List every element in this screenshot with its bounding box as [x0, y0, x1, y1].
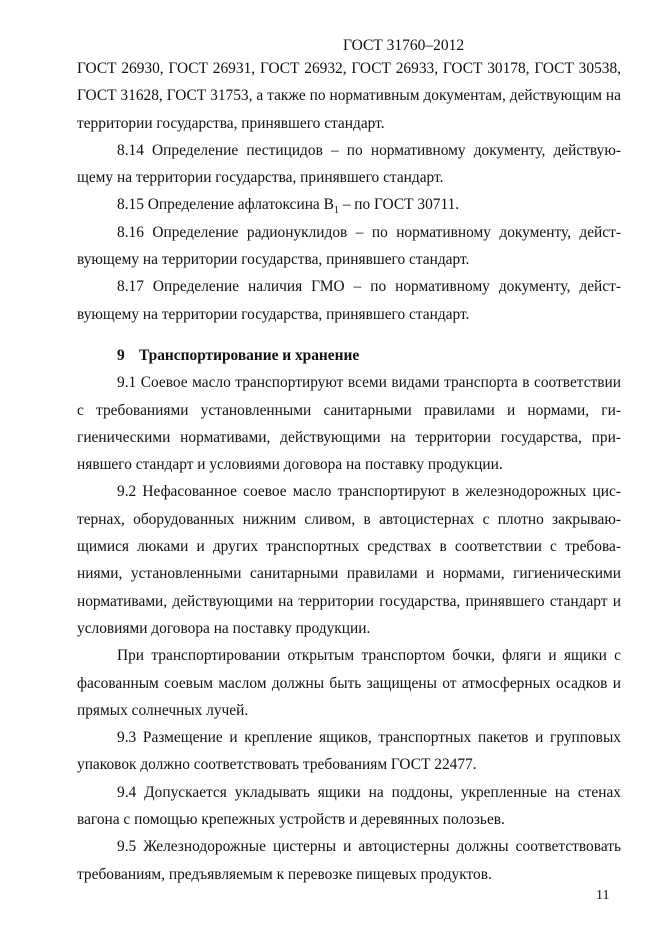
- paragraph-9-1: 9.1 Соевое масло транспортируют всеми видами транспорта в соответствии с требованиями установленными санитарными правилами и нормами, гигиеническими нормативами, действующими на территории государства, принявшего стандарт и условиями договора на поставку продукции.: [77, 374, 621, 474]
- paragraph-8-17: 8.17 Определение наличия ГМО – по нормативному документу, действующему на территории государства, принявшего стандарт.: [77, 278, 621, 323]
- paragraph-8-15-ref: – по ГОСТ 30711.: [338, 196, 460, 214]
- paragraph-continuation: ГОСТ 26930, ГОСТ 26931, ГОСТ 26932, ГОСТ 26933, ГОСТ 30178, ГОСТ 30538, ГОСТ 31628, ГОСТ 31753, а также по нормативным документам, действующим на территории государства, принявшего стандарт.: [77, 60, 621, 132]
- document-code: ГОСТ 31760–2012: [343, 37, 465, 54]
- paragraph-9-4: 9.4 Допускается укладывать ящики на поддоны, укрепленные на стенах вагона с помощью крепежных устройств и деревянных полозьев.: [77, 783, 621, 829]
- document-body: [77, 55, 621, 888]
- section-9-number: 9: [117, 346, 125, 364]
- section-9-title: Транспортирование и хранение: [139, 346, 360, 364]
- paragraph-transport: При транспортировании открытым транспортом бочки, фляги и ящики с фасованным соевым маслом должны быть защищены от атмосферных осадков и прямых солнечных лучей.: [77, 647, 621, 719]
- paragraph-8-15-text: 8.15 Определение афлатоксина В: [117, 196, 334, 214]
- page-header: [0, 36, 661, 56]
- page-number: 11: [596, 888, 610, 903]
- section-9-heading: [77, 342, 621, 369]
- paragraph-8-15: [77, 191, 621, 218]
- subscript-1: 1: [333, 205, 339, 217]
- paragraph-9-5: 9.5 Железнодорожные цистерны и автоцистерны должны соответствовать требованиям, предъявляемым к перевозке пищевых продуктов.: [77, 838, 621, 883]
- paragraph-9-2: 9.2 Нефасованное соевое масло транспортируют в железнодорожных цистернах, оборудованных нижним сливом, в автоцистернах с плотно закрывающимися люками и других транспортных средствах в соответствии с требованиями, установленными санитарными правилами и нормами, гигиеническими нормативами, действующими на территории государства, принявшего стандарт и условиями договора на поставку продукции.: [77, 483, 621, 637]
- paragraph-8-16: 8.16 Определение радионуклидов – по нормативному документу, действующему на территории государства, принявшего стандарт.: [77, 223, 621, 269]
- paragraph-8-14: 8.14 Определение пестицидов – по нормативному документу, действующему на территории государства, принявшего стандарт.: [77, 141, 621, 187]
- paragraph-9-3: 9.3 Размещение и крепление ящиков, транспортных пакетов и групповых упаковок должно соответствовать требованиям ГОСТ 22477.: [77, 729, 621, 774]
